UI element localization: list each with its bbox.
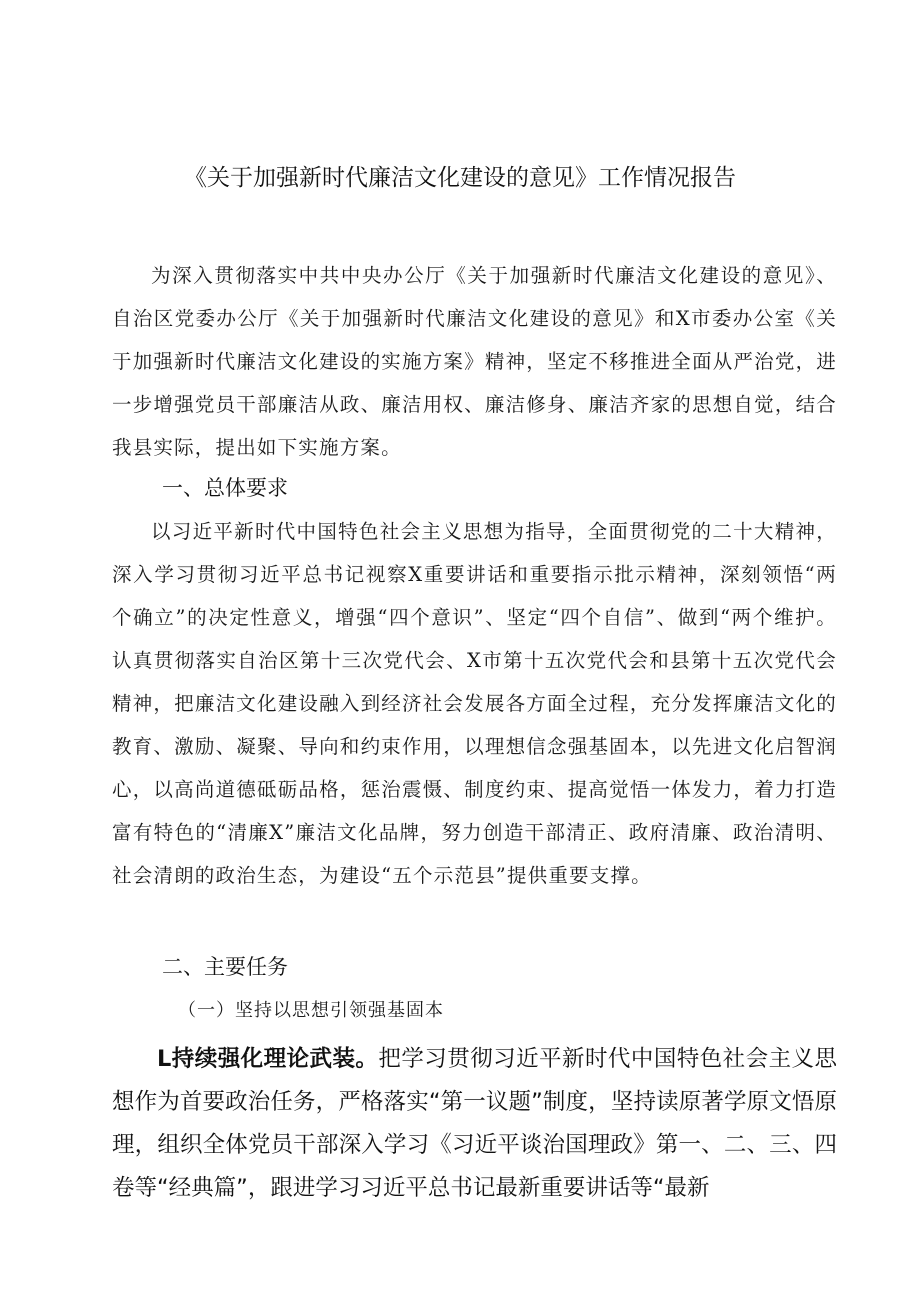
document-title: 《关于加强新时代廉洁文化建设的意见》工作情况报告 (184, 165, 736, 191)
general-requirements-paragraph: 以习近平新时代中国特色社会主义思想为指导，全面贯彻党的二十大精神，深入学习贯彻习近平总书记视察X重要讲话和重要指示批示精神，深刻领悟“两个确立”的决定性意义，增强“四个意识”、坚定“四个自信”、做到“两个维护。认真贯彻落实自治区第十三次党代会、X市第十五次党代会和县第十五次党代会精神，把廉洁文化建设融入到经济社会发展各方面全过程，充分发挥廉洁文化的教育、激励、凝聚、导向和约束作用，以理想信念强基固本，以先进文化启智润心，以高尚道德砥砺品格，惩治震慑、制度约束、提高觉悟一体发力，着力打造富有特色的“清廉X”廉洁文化品牌，努力创造干部清正、政府清廉、政治清明、社会清朗的政治生态，为建设“五个示范县”提供重要支撑。 (112, 520, 837, 887)
task-item-lead: L持续强化理论武装。 (157, 1046, 379, 1072)
task-item-paragraph (112, 1038, 837, 1210)
section-heading-main-tasks: 二、主要任务 (162, 955, 288, 979)
task-item-body: 把学习贯彻习近平新时代中国特色社会主义思想作为首要政治任务，严格落实“第一议题”制度，坚持读原著学原文悟原理，组织全体党员干部深入学习《习近平谈治国理政》第一、二、三、四卷等“经典篇”，跟进学习习近平总书记最新重要讲话等“最新 (112, 1046, 837, 1201)
intro-paragraph: 为深入贯彻落实中共中央办公厅《关于加强新时代廉洁文化建设的意见》、自治区党委办公厅《关于加强新时代廉洁文化建设的意见》和X市委办公室《关于加强新时代廉洁文化建设的实施方案》精神，坚定不移推进全面从严治党，进一步增强党员干部廉洁从政、廉洁用权、廉洁修身、廉洁齐家的思想自觉，结合我县实际，提出如下实施方案。 (112, 264, 837, 459)
subsection-heading-ideological-guidance: （一）坚持以思想引领强基固本 (178, 1000, 444, 1021)
section-heading-general-requirements: 一、总体要求 (162, 476, 288, 500)
